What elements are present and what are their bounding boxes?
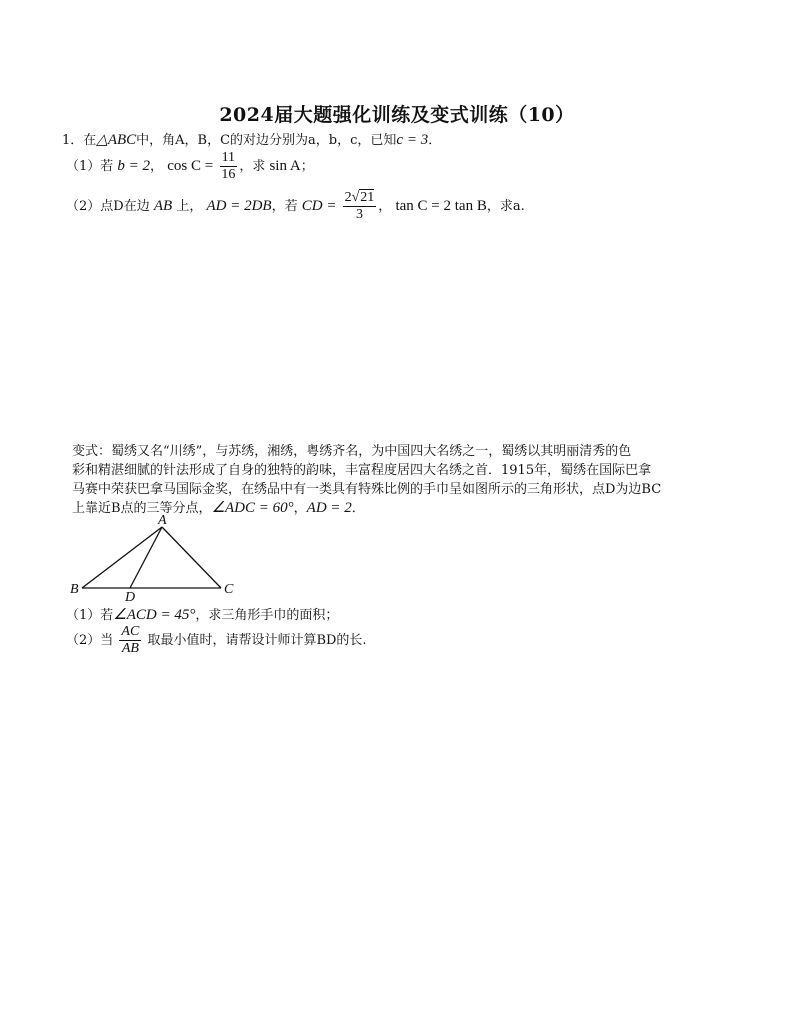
side-ab: AB: [153, 198, 173, 214]
fraction-denominator: 16: [221, 167, 236, 182]
variant-line-3: 马赛中荣获巴拿马国际金奖，在绣品中有一类具有特殊比例的手巾呈如图所示的三角形状，点D为边BC: [72, 482, 662, 497]
fraction-11-16: [219, 150, 237, 183]
triangle-name: △ABC: [96, 132, 137, 148]
triangle-figure: [66, 514, 246, 604]
ask-text: ，求: [239, 159, 266, 174]
ratio-ad-db: AD = 2DB: [206, 198, 272, 214]
fraction-2-sqrt21-over-3: [343, 190, 377, 223]
fraction-numerator: AC: [121, 624, 140, 639]
part-label: （2）当: [66, 633, 114, 648]
target-sin-a: sin A: [269, 158, 301, 174]
variant-line-1: 变式：蜀绣又名“川绣”，与苏绣，湘绣，粤绣齐名，为中国四大名绣之一，蜀绣以其明丽清秀的色: [72, 444, 632, 459]
if-text: ，若: [271, 199, 298, 214]
ask-text: ，求三角形手巾的面积；: [195, 608, 339, 623]
fraction-numerator: 11: [221, 150, 236, 165]
problem-1-part-1: [66, 150, 314, 183]
segment-ad: [130, 527, 162, 588]
fraction-denominator: 3: [355, 207, 363, 222]
condition-b: b = 2: [117, 158, 151, 174]
coefficient: 2: [344, 190, 352, 205]
angle-adc: ∠ADC = 60°: [211, 500, 294, 516]
vertex-label-b: B: [70, 582, 79, 597]
part-label: （1）若: [66, 608, 114, 623]
ask-text: 取最小值时，请帮设计师计算BD的长.: [147, 633, 367, 648]
on-text: 上，: [176, 199, 203, 214]
stem-text-a: 在: [83, 133, 97, 148]
comma: ，: [378, 199, 392, 214]
problem-number: 1．: [62, 133, 84, 148]
point-label-d: D: [125, 590, 136, 604]
cd-lhs: CD =: [301, 198, 337, 214]
fraction-numerator: [343, 190, 377, 207]
fraction-denominator: AB: [121, 641, 139, 656]
angle-acd: ∠ACD = 45°: [113, 607, 196, 623]
part-end: ；: [300, 159, 314, 174]
stem-text-b: 中，角A，B，C的对边分别为a，b，c，已知: [136, 133, 397, 148]
given-condition: c = 3: [396, 132, 429, 148]
fraction-ac-over-ab: [119, 624, 141, 657]
variant-paragraph: [72, 442, 692, 518]
cos-c-lhs: cos C =: [167, 158, 214, 174]
part-label: （2）点D在边: [66, 199, 150, 214]
side-ba: [82, 527, 162, 588]
side-ac: [162, 527, 221, 588]
ask-text: ，求a.: [486, 199, 525, 214]
sqrt-icon: √: [351, 190, 360, 205]
vertex-label-a: A: [158, 514, 167, 528]
variant-line-4-text: 上靠近B点的三等分点，: [72, 501, 212, 516]
problem-1-stem: [62, 129, 441, 149]
variant-line-4-sep: ，: [293, 501, 307, 516]
vertex-label-c: C: [224, 582, 234, 597]
tan-relation: tan C = 2 tan B: [395, 198, 487, 214]
ad-length: AD = 2: [306, 500, 352, 516]
page-title: 2024届大题强化训练及变式训练（10）: [219, 104, 575, 126]
part-label: （1）若: [66, 159, 114, 174]
variant-line-4-end: ．: [351, 501, 365, 516]
radicand: 21: [360, 190, 375, 205]
separator: ，: [150, 159, 164, 174]
stem-end: ．: [428, 133, 442, 148]
problem-1-part-2: [66, 190, 525, 223]
variant-part-2: [66, 624, 367, 657]
variant-line-2: 彩和精湛细腻的针法形成了自身的独特的韵味，丰富程度居四大名绣之首．1915年，蜀绣在国际巴拿: [72, 463, 652, 478]
variant-part-1: [66, 604, 338, 624]
